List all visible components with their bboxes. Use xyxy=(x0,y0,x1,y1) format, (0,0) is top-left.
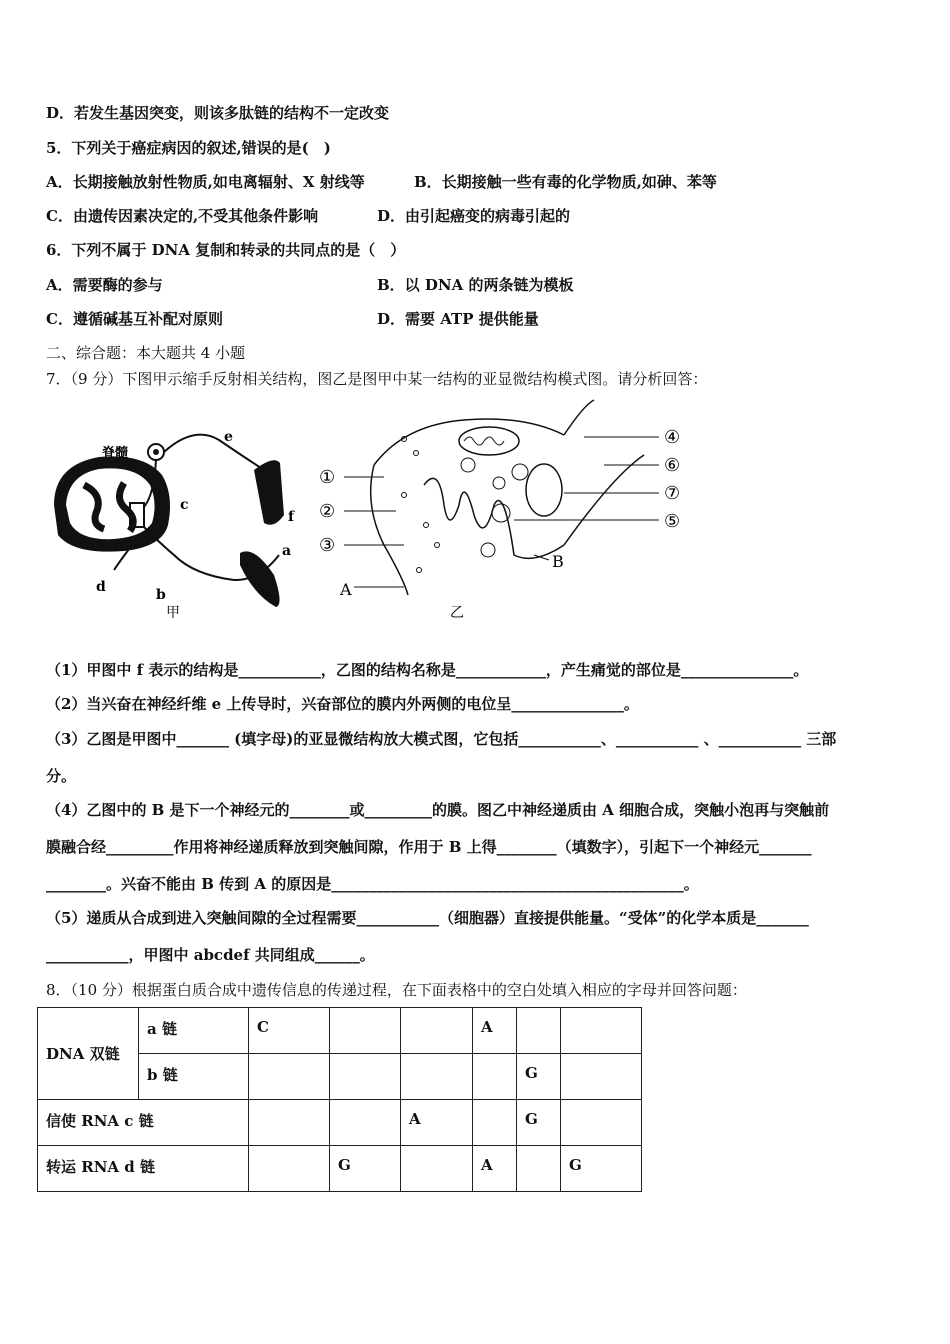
mitochondrion-icon xyxy=(459,427,519,455)
section-heading: 二、综合题：本大题共 4 小题 xyxy=(46,344,246,362)
label-B: B xyxy=(552,552,564,571)
caption-jia: 甲 xyxy=(166,605,180,621)
label-e: e xyxy=(224,429,233,445)
q5-stem: 5．下列关于癌症病因的叙述,错误的是( ) xyxy=(46,139,331,157)
label-5: ⑤ xyxy=(664,511,681,532)
label-a: a xyxy=(282,543,292,559)
q8-table xyxy=(37,1007,642,1192)
table-cell[interactable] xyxy=(561,1100,642,1146)
table-cell[interactable]: A xyxy=(473,1146,517,1192)
q7-part-3b: 分。 xyxy=(46,767,77,785)
q5-option-b: B．长期接触一些有毒的化学物质,如砷、苯等 xyxy=(414,173,717,191)
q7-figure xyxy=(44,395,704,630)
table-cell[interactable] xyxy=(249,1146,330,1192)
q7-part-4a: （4）乙图中的 B 是下一个神经元的________或_________的膜。图乙中神经递质由 A 细胞合成，突触小泡再与突触前 xyxy=(46,801,830,819)
table-cell[interactable] xyxy=(401,1146,473,1192)
table-row xyxy=(38,1146,642,1192)
q6-option-b: B．以 DNA 的两条链为模板 xyxy=(377,276,574,294)
q7-part-5a: （5）递质从合成到进入突触间隙的全过程需要___________（细胞器）直接提供能量。“受体”的化学本质是_______ xyxy=(46,909,809,927)
reflex-synapse-diagram xyxy=(44,395,704,630)
table-cell[interactable]: A xyxy=(401,1100,473,1146)
dna-label: DNA 双链 xyxy=(38,1008,139,1100)
table-cell[interactable] xyxy=(249,1100,330,1146)
table-cell[interactable]: G xyxy=(330,1146,401,1192)
q5-option-d: D．由引起癌变的病毒引起的 xyxy=(377,207,571,225)
label-2: ② xyxy=(319,501,336,522)
q7-part-4b: 膜融合经_________作用将神经递质释放到突触间隙，作用于 B 上得________（填数字），引起下一个神经元_______ xyxy=(46,838,812,856)
label-A: A xyxy=(340,580,352,599)
table-cell[interactable] xyxy=(473,1100,517,1146)
table-cell[interactable] xyxy=(401,1008,473,1054)
caption-yi: 乙 xyxy=(450,605,464,621)
q7-part-3a: （3）乙图是甲图中_______ (填字母)的亚显微结构放大模式图，它包括___________、___________ 、___________ 三部 xyxy=(46,730,837,748)
table-cell[interactable]: A xyxy=(473,1008,517,1054)
q7-part-2: （2）当兴奋在神经纤维 e 上传导时，兴奋部位的膜内外两侧的电位呈_______________。 xyxy=(46,695,639,713)
table-cell[interactable] xyxy=(517,1146,561,1192)
q7-stem: 7．（9 分）下图甲示缩手反射相关结构，图乙是图甲中某一结构的亚显微结构模式图。请分析回答： xyxy=(46,370,708,388)
label-c: c xyxy=(180,497,189,513)
q5-option-c: C．由遗传因素决定的,不受其他条件影响 xyxy=(46,207,319,225)
table-cell[interactable] xyxy=(561,1008,642,1054)
skin-receptor xyxy=(254,460,284,525)
q7-part-4c: ________。兴奋不能由 B 传到 A 的原因是_______________________________________________。 xyxy=(46,875,699,893)
mitochondrion2-icon xyxy=(526,464,562,516)
q8-stem: 8．（10 分）根据蛋白质合成中遗传信息的传递过程，在下面表格中的空白处填入相应的字母并回答问题： xyxy=(46,981,747,999)
q6-option-c: C．遵循碱基互补配对原则 xyxy=(46,310,223,328)
a-chain-label: a 链 xyxy=(139,1008,249,1054)
table-cell[interactable]: G xyxy=(517,1100,561,1146)
q4-option-d: D．若发生基因突变，则该多肽链的结构不一定改变 xyxy=(46,104,390,122)
label-f: f xyxy=(288,509,295,525)
table-cell[interactable] xyxy=(330,1054,401,1100)
label-d: d xyxy=(96,579,106,595)
label-6: ⑥ xyxy=(664,455,681,476)
q6-stem: 6．下列不属于 DNA 复制和转录的共同点的是（ ） xyxy=(46,241,406,259)
table-cell[interactable] xyxy=(330,1100,401,1146)
label-3: ③ xyxy=(319,535,336,556)
mrna-label: 信使 RNA c 链 xyxy=(38,1100,249,1146)
table-cell[interactable] xyxy=(401,1054,473,1100)
b-chain-label: b 链 xyxy=(139,1054,249,1100)
table-row xyxy=(38,1008,642,1054)
table-cell[interactable] xyxy=(561,1054,642,1100)
table-cell[interactable] xyxy=(517,1008,561,1054)
table-cell[interactable]: G xyxy=(517,1054,561,1100)
q6-option-d: D．需要 ATP 提供能量 xyxy=(377,310,539,328)
table-cell[interactable] xyxy=(473,1054,517,1100)
table-cell[interactable] xyxy=(249,1054,330,1100)
spine-label: 脊髓 xyxy=(102,446,129,461)
label-4: ④ xyxy=(664,427,681,448)
table-cell[interactable] xyxy=(330,1008,401,1054)
trna-label: 转运 RNA d 链 xyxy=(38,1146,249,1192)
q6-option-a: A．需要酶的参与 xyxy=(46,276,163,294)
table-cell[interactable]: C xyxy=(249,1008,330,1054)
label-b: b xyxy=(156,587,166,603)
label-1: ① xyxy=(319,467,336,488)
label-7: ⑦ xyxy=(664,483,681,504)
q7-part-5b: ___________，甲图中 abcdef 共同组成______。 xyxy=(46,946,375,964)
q7-part-1: （1）甲图中 f 表示的结构是___________，乙图的结构名称是____________，产生痛觉的部位是_______________。 xyxy=(46,661,809,679)
table-cell[interactable]: G xyxy=(561,1146,642,1192)
q5-option-a: A．长期接触放射性物质,如电离辐射、X 射线等 xyxy=(46,173,365,191)
table-row xyxy=(38,1100,642,1146)
